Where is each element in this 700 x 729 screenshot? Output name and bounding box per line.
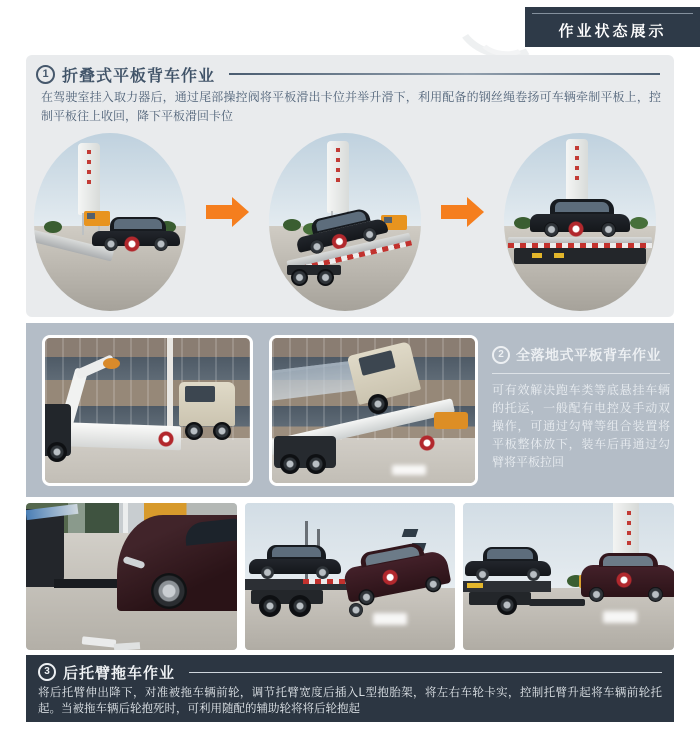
section-3-photo-row: [26, 503, 674, 650]
marker-light: [532, 253, 542, 258]
silo-lettering: [575, 146, 579, 180]
photo-flatbed-lowered: [42, 335, 253, 486]
car-window: [603, 556, 653, 566]
section-3-panel: [26, 655, 674, 722]
section-3-number-icon: 3: [38, 663, 56, 681]
wheel: [601, 222, 616, 237]
section-1-panel: [26, 55, 674, 317]
title-rule: [189, 672, 662, 673]
plate-blur: [392, 465, 426, 475]
car-window: [555, 202, 609, 213]
wheel: [476, 568, 489, 581]
arrow-right-icon: [206, 205, 232, 219]
photo-cab-on-ramp: [269, 335, 478, 486]
cab-windshield: [185, 386, 215, 402]
section-2-description: 可有效解决跑车类等底悬挂车辆的托运，一般配有电控及手动双操作，可通过勾臂等组合装置将平板整体放下，装车后再通过勾臂将平板拉回: [492, 383, 670, 469]
section-2-text-column: [492, 345, 670, 471]
car-window: [487, 549, 533, 559]
wheel: [213, 422, 231, 440]
wheel: [306, 454, 326, 474]
panda-decal: [418, 434, 436, 452]
hazard-stripe: [303, 579, 349, 584]
wheel: [151, 573, 187, 609]
section-3-title: 后托臂拖车作业: [63, 664, 176, 682]
tow-arm: [529, 599, 585, 606]
pole: [123, 503, 128, 537]
wheel: [289, 595, 311, 617]
page-title: 作业状态展示: [558, 23, 667, 40]
maroon-car-towed: [581, 565, 674, 597]
header-banner: [525, 7, 700, 47]
photo-towing-lifted: [245, 503, 456, 650]
car-window: [114, 219, 162, 229]
headlight: [122, 556, 145, 569]
orange-coil: [103, 358, 120, 369]
wheel: [259, 595, 281, 617]
wheel: [317, 269, 334, 286]
maroon-car-front: [117, 515, 237, 611]
car-window: [272, 547, 322, 557]
auxiliary-wheel: [349, 603, 363, 617]
photo-wheel-lift-closeup: [26, 503, 237, 650]
wheel: [185, 422, 203, 440]
silo-tower: [78, 143, 100, 215]
section-1-title: 折叠式平板背车作业: [62, 67, 216, 85]
plate-blur: [603, 611, 637, 623]
wheel: [316, 566, 329, 579]
sedan-car: [92, 217, 180, 251]
marker-light: [554, 253, 564, 258]
photo-towing-silo: [463, 503, 674, 650]
arrow-right-icon: [441, 205, 467, 219]
building-pillar: [167, 338, 173, 440]
wheel: [544, 222, 559, 237]
sedan-car: [530, 199, 630, 237]
photo-step-3: [504, 133, 656, 311]
windshield: [184, 518, 237, 546]
silo-lettering: [336, 148, 340, 182]
wheel: [368, 394, 388, 414]
section-1-description: 在驾驶室挂入取力器后，通过尾部操控阀将平板滑出卡位并举升滑下，利用配备的钢丝绳卷扬可车辆牵制平板上，控制平板往上收回，降下平板滑回卡位: [41, 90, 661, 123]
silo-tower: [327, 141, 349, 213]
l-bracket: [114, 642, 140, 650]
wheel: [280, 454, 300, 474]
wheel: [47, 442, 67, 462]
wheel: [154, 237, 168, 251]
section-2-panel: [26, 323, 674, 497]
plate-blur: [373, 613, 407, 625]
sedan-on-bed: [465, 547, 551, 581]
panda-decal: [377, 564, 403, 590]
panda-decal: [157, 430, 175, 448]
hazard-stripe: [467, 583, 483, 588]
photo-step-2: [269, 133, 421, 311]
solar-panel: [401, 529, 418, 537]
wrecker-rear: [26, 509, 64, 587]
section-3-description: 将后托臂伸出降下，对准被拖车辆前轮，调节托臂宽度后插入L型抱胎架，将左右车轮卡实，控制托臂升起将车辆前轮托起。当被拖车辆后轮抱死时，可利用随配的辅助轮将将后轮抱起: [38, 687, 662, 715]
wheel: [104, 237, 118, 251]
section-2-title: 全落地式平板背车作业: [516, 347, 661, 363]
tree: [630, 217, 648, 229]
section-1-number-icon: 1: [36, 65, 55, 84]
banner-divider: [532, 13, 693, 14]
panda-decal: [124, 236, 140, 252]
section-3-title-row: [38, 662, 662, 682]
title-rule: [492, 373, 670, 374]
panda-decal: [568, 221, 584, 237]
silo-lettering: [627, 511, 631, 545]
tree: [44, 221, 62, 233]
section-1-title-row: [36, 63, 660, 85]
section-2-number-icon: 2: [492, 346, 510, 364]
wheel: [291, 269, 308, 286]
panda-decal: [613, 569, 635, 591]
silo-lettering: [87, 150, 91, 184]
title-rule: [229, 73, 660, 75]
orange-equipment: [434, 412, 468, 429]
section-2-title-row: [492, 345, 670, 365]
photo-step-1: [34, 133, 186, 311]
wheel: [261, 566, 274, 579]
wheel: [527, 568, 540, 581]
sedan-on-bed: [249, 545, 341, 579]
